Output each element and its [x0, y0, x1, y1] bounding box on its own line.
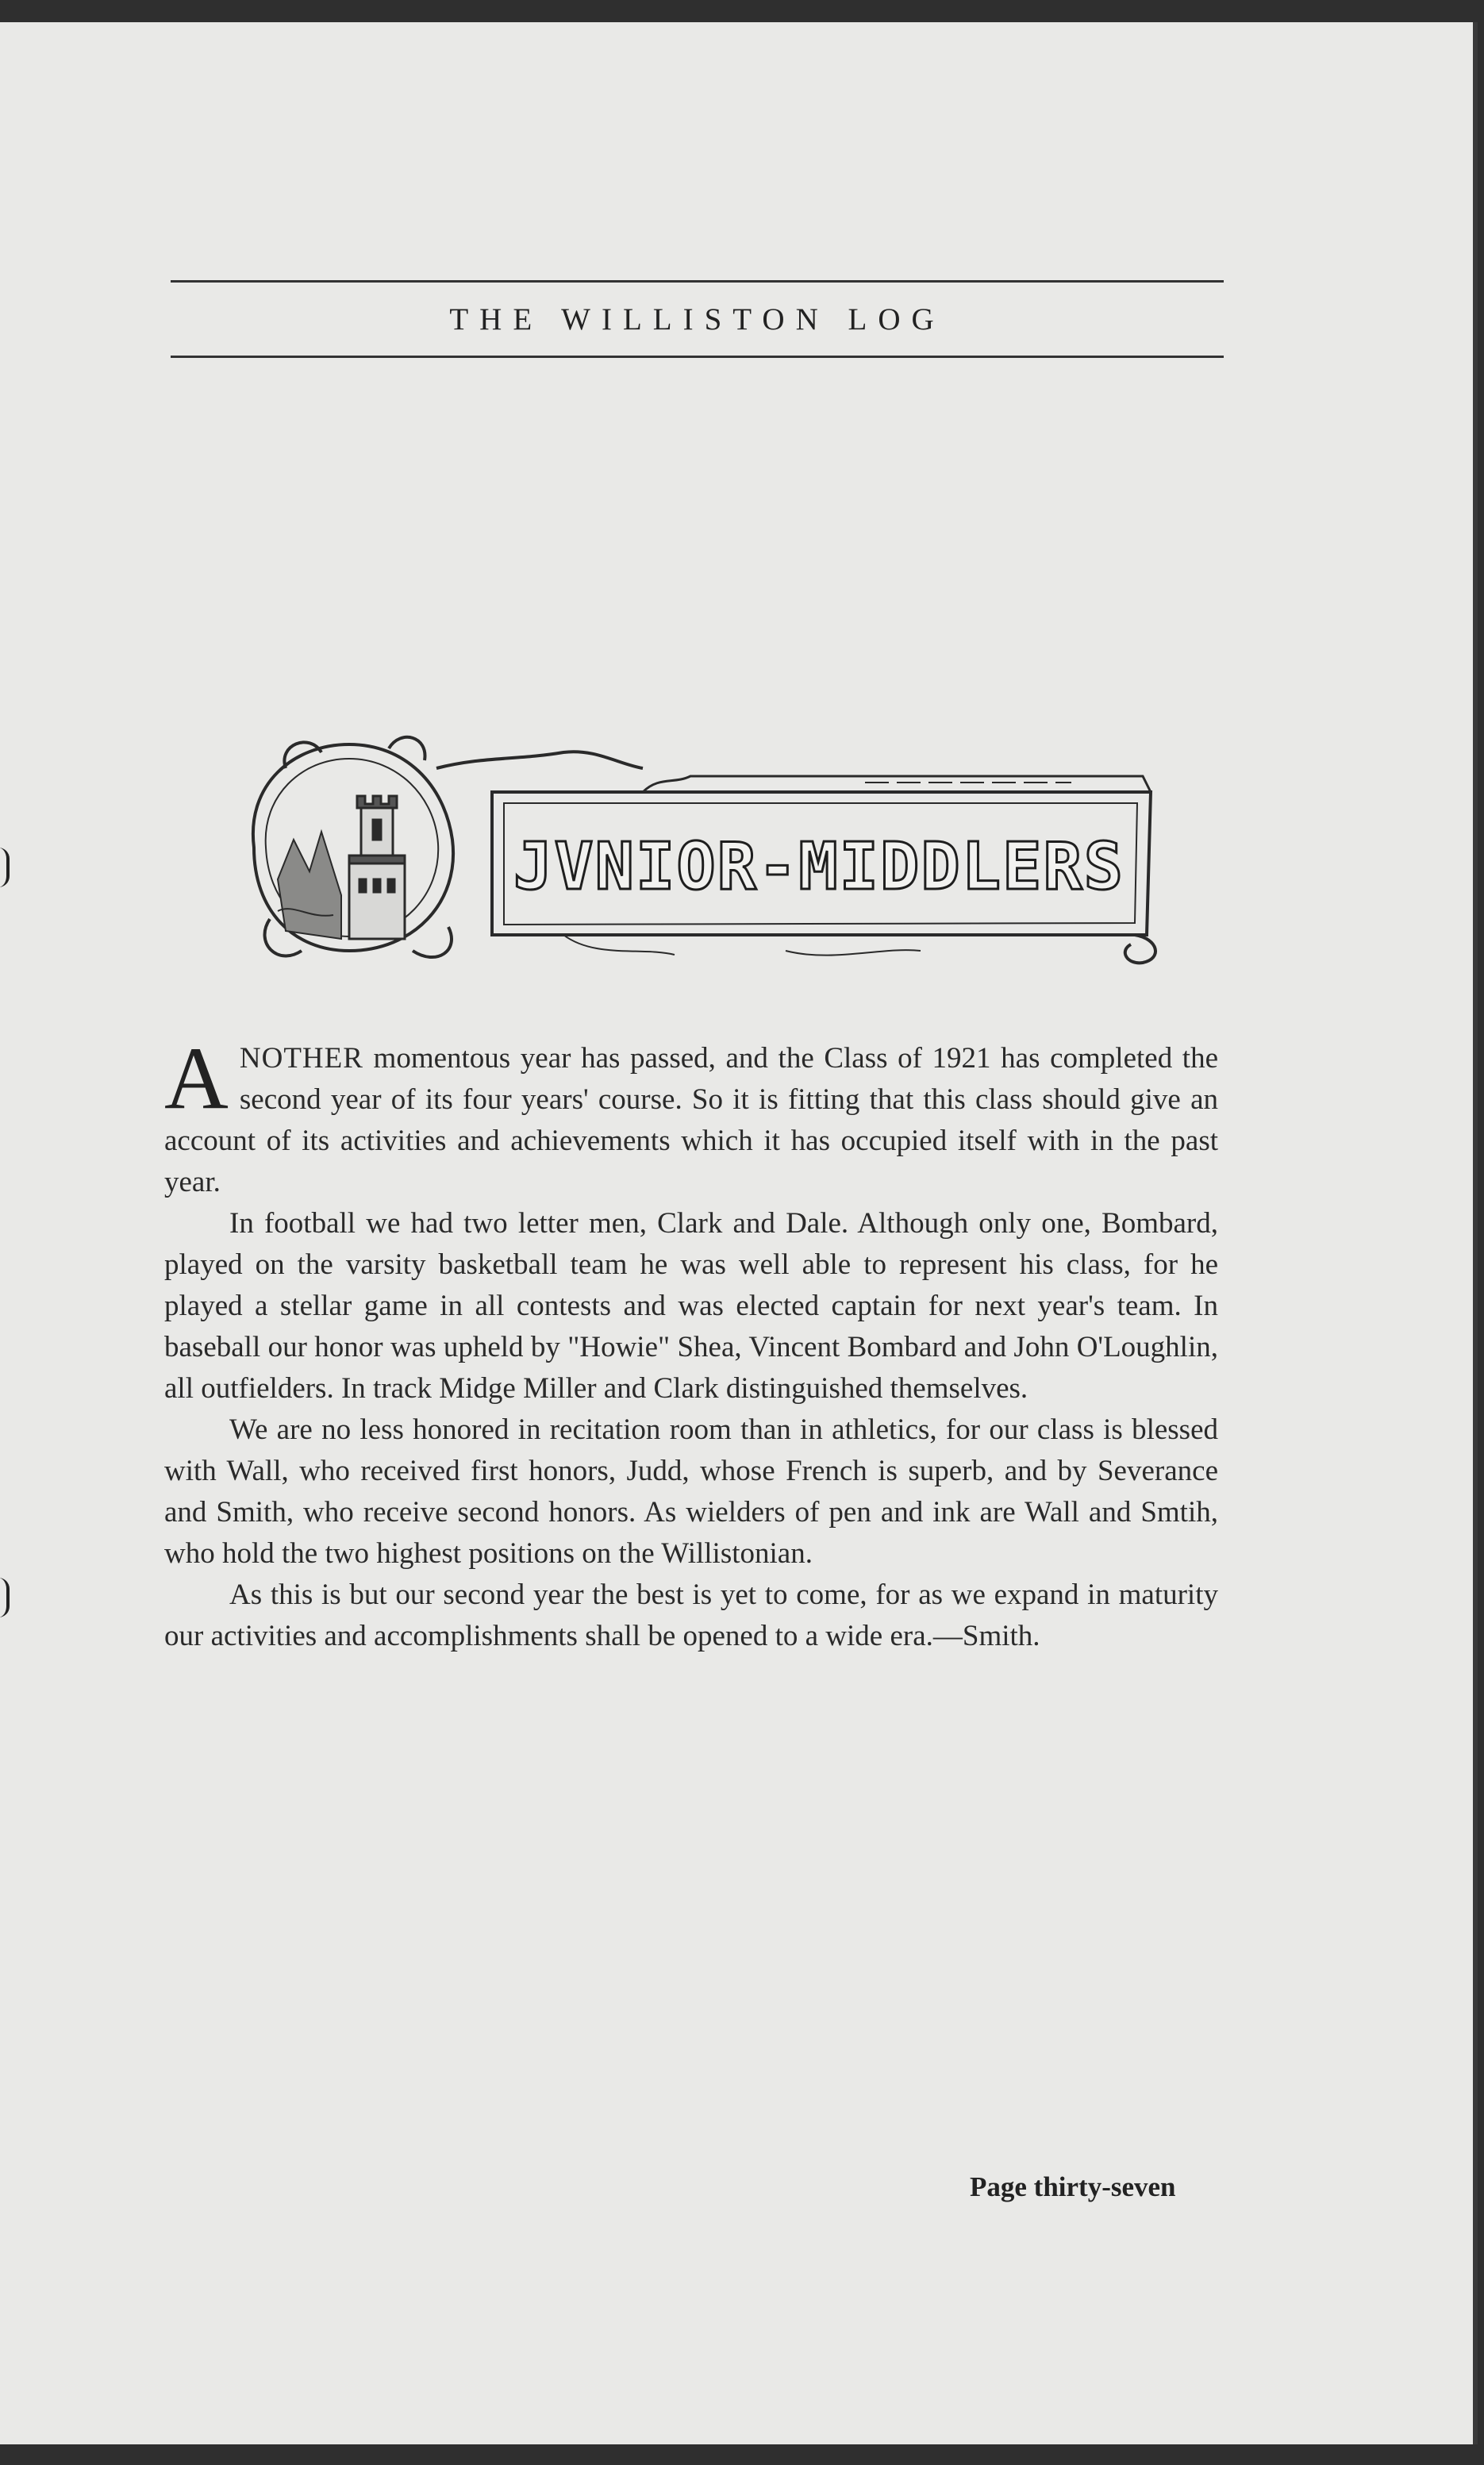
article-body	[164, 1029, 1218, 1657]
section-banner	[230, 721, 1167, 990]
article-paragraph: We are no less honored in recitation room than in athletics, for our class is blessed with Wall, who received first honors, Judd, whose French is superb, and by Severance and Smith, who receive second honors. As wielders of pen and ink are Wall and Smtih, who hold the two highest positions on the Willistonian.	[164, 1413, 1218, 1570]
running-head-title: THE WILLISTON LOG	[449, 302, 945, 336]
binding-mark	[0, 1578, 10, 1617]
page-number: Page thirty-seven	[970, 2171, 1176, 2202]
article-paragraph	[164, 1029, 1218, 1203]
article-paragraph: As this is but our second year the best is yet to come, for as we expand in maturity our activities and accomplishments shall be opened to a wide era.—Smith.	[164, 1579, 1218, 1652]
paragraph-text: momentous year has passed, and the Class of 1921 has completed the second year of its four years' course. So it is fitting that this class should give an account of its activities and achievements which it has occupied itself with in the past year.	[164, 1042, 1218, 1198]
banner-title: JVNIOR-MIDDLERS	[513, 829, 1125, 905]
article-paragraph: In football we had two letter men, Clark and Dale. Although only one, Bombard, played on the varsity basketball team he was well able to represent his class, for he played a stellar game in all contests and was elected captain for next year's team. In baseball our honor was upheld by "Howie" Shea, Vincent Bombard and John O'Loughlin, all outfielders. In track Midge Miller and Clark distinguished themselves.	[164, 1207, 1218, 1405]
header-rule-top	[171, 280, 1224, 283]
book-page	[0, 22, 1478, 2444]
castle-tower-illustration	[278, 796, 405, 939]
lead-in: NOTHER	[239, 1042, 363, 1075]
drop-cap: A	[164, 1029, 229, 1128]
running-head	[171, 280, 1224, 358]
binding-mark	[0, 848, 10, 887]
header-rule-bottom	[171, 356, 1224, 358]
